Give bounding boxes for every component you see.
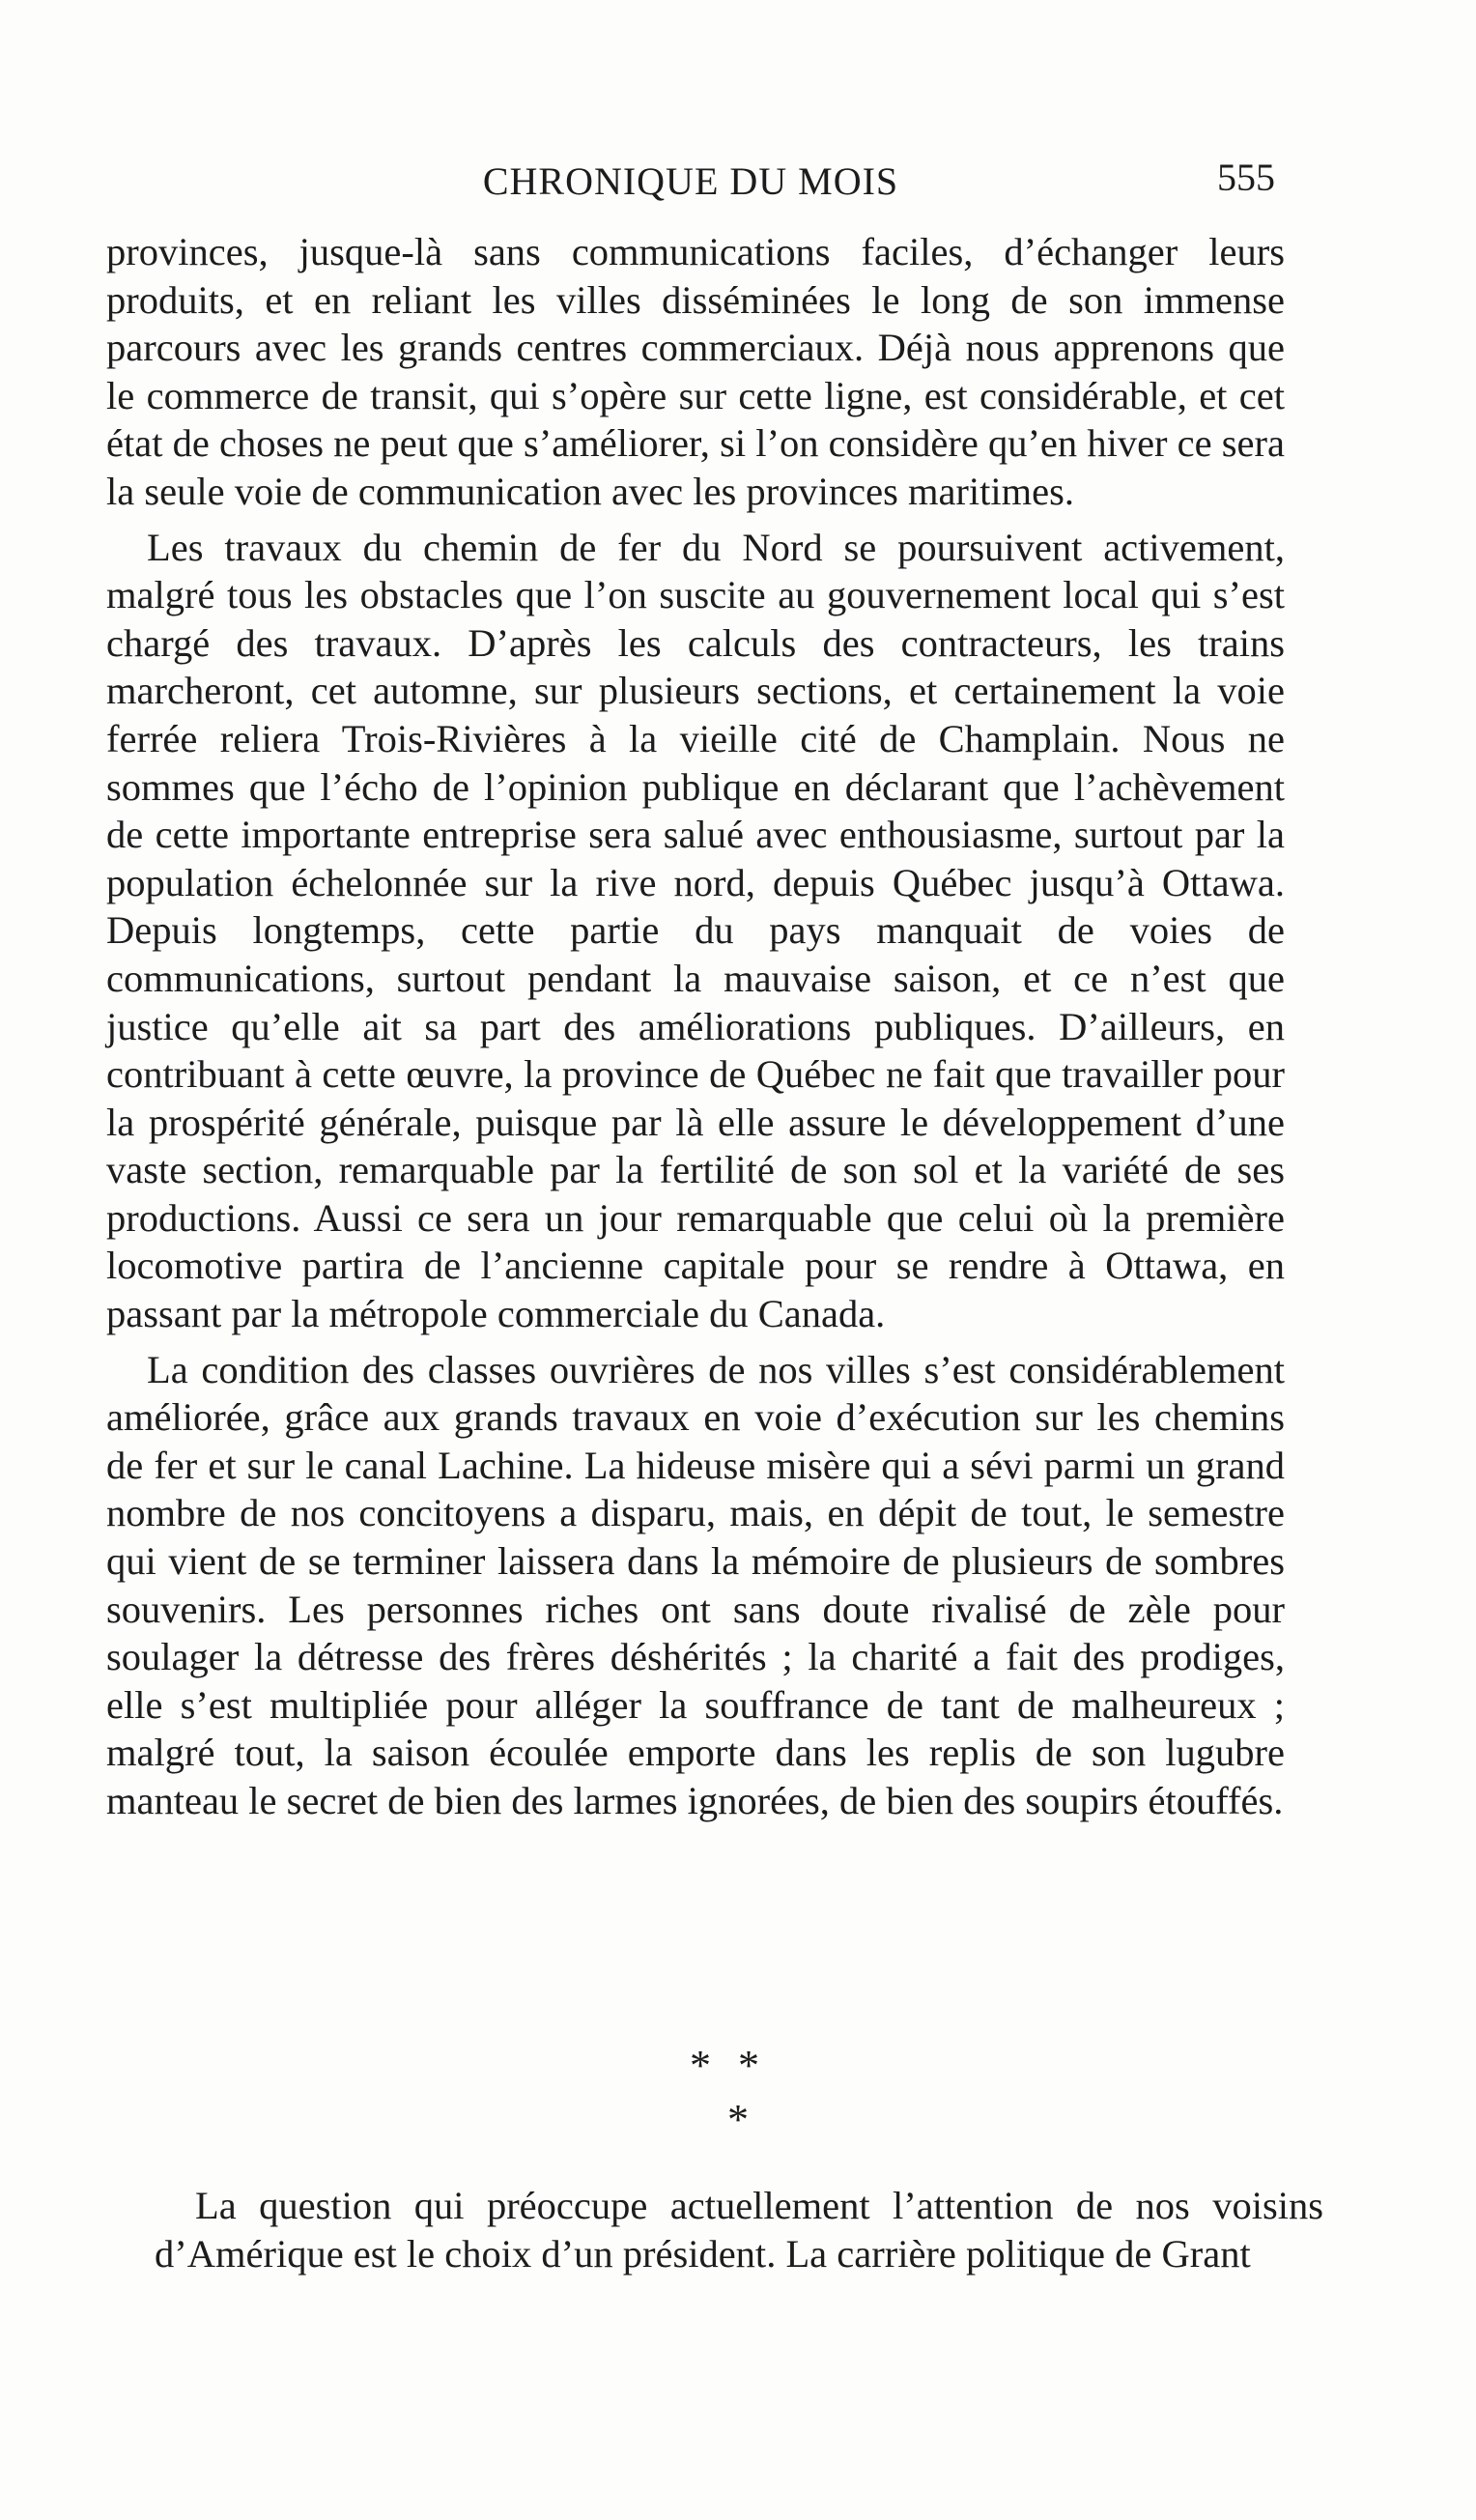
- asterism-separator: [0, 2042, 1476, 2143]
- paragraph-classes-ouvrieres: La condition des classes ouvrières de nos villes s’est considérablement améliorée, grâce aux grands travaux en voie d’exécution sur les chemins de fer et sur le canal Lachine. La hideuse misère qui a sévi parmi un grand nombre de nos concitoyens a disparu, mais, en dépit de tout, le semestre qui vient de se terminer laissera dans la mémoire de plusieurs de sombres souvenirs. Les personnes riches ont sans doute rivalisé de zèle pour soulager la détresse des frères déshérités ; la charité a fait des prodiges, elle s’est multipliée pour alléger la souffrance de tant de malheureux ; malgré tout, la saison écoulée emporte dans les replis de son lugubre manteau le secret de bien des larmes ignorées, de bien des soupirs étouffés.: [106, 1347, 1285, 1822]
- body-text: [106, 228, 1285, 1833]
- running-head: [106, 155, 1275, 213]
- paragraph-chemin-de-fer: Les travaux du chemin de fer du Nord se poursuivent activement, malgré tous les obstacles que l’on suscite au gouvernement local qui s’est chargé des travaux. D’après les calculs des contracteurs, les trains marcheront, cet automne, sur plusieurs sections, et certainement la voie ferrée reliera Trois-Rivières à la vieille cité de Champlain. Nous ne sommes que l’écho de l’opinion publique en déclarant que l’achèvement de cette importante entreprise sera salué avec enthousiasme, surtout par la population échelonnée sur la rive nord, depuis Québec jusqu’à Ottawa. Depuis longtemps, cette partie du pays manquait de voies de communications, surtout pendant la mauvaise saison, et ce n’est que justice qu’elle ait sa part des améliorations publiques. D’ailleurs, en contribuant à cette œuvre, la province de Québec ne fait que travailler pour la prospérité générale, puisque par là elle assure le développement d’une vaste section, remarquable par la fertilité de son sol et la variété de ses productions. Aussi ce sera un jour remarquable que celui où la première locomotive partira de l’ancienne capitale pour se rendre à Ottawa, en passant par la métropole commerciale du Canada.: [106, 525, 1285, 1336]
- final-text: [155, 2182, 1323, 2278]
- asterism-bottom: *: [727, 2096, 749, 2143]
- running-title: CHRONIQUE DU MOIS: [482, 159, 899, 203]
- asterism-top: **: [690, 2042, 786, 2089]
- paragraph-continuation: provinces, jusque-là sans communications faciles, d’échanger leurs produits, et en reliant les villes disséminées le long de son immense parcours avec les grands centres commerciaux. Déjà nous apprenons que le commerce de transit, qui s’opère sur cette ligne, est considérable, et cet état de choses ne peut que s’améliorer, si l’on considère qu’en hiver ce sera la seule voie de communication avec les provinces maritimes.: [106, 230, 1285, 513]
- page-number: 555: [1217, 156, 1275, 199]
- paragraph-president: La question qui préoccupe actuellement l’attention de nos voisins d’Amérique est le choix d’un président. La carrière politique de Grant: [155, 2184, 1323, 2276]
